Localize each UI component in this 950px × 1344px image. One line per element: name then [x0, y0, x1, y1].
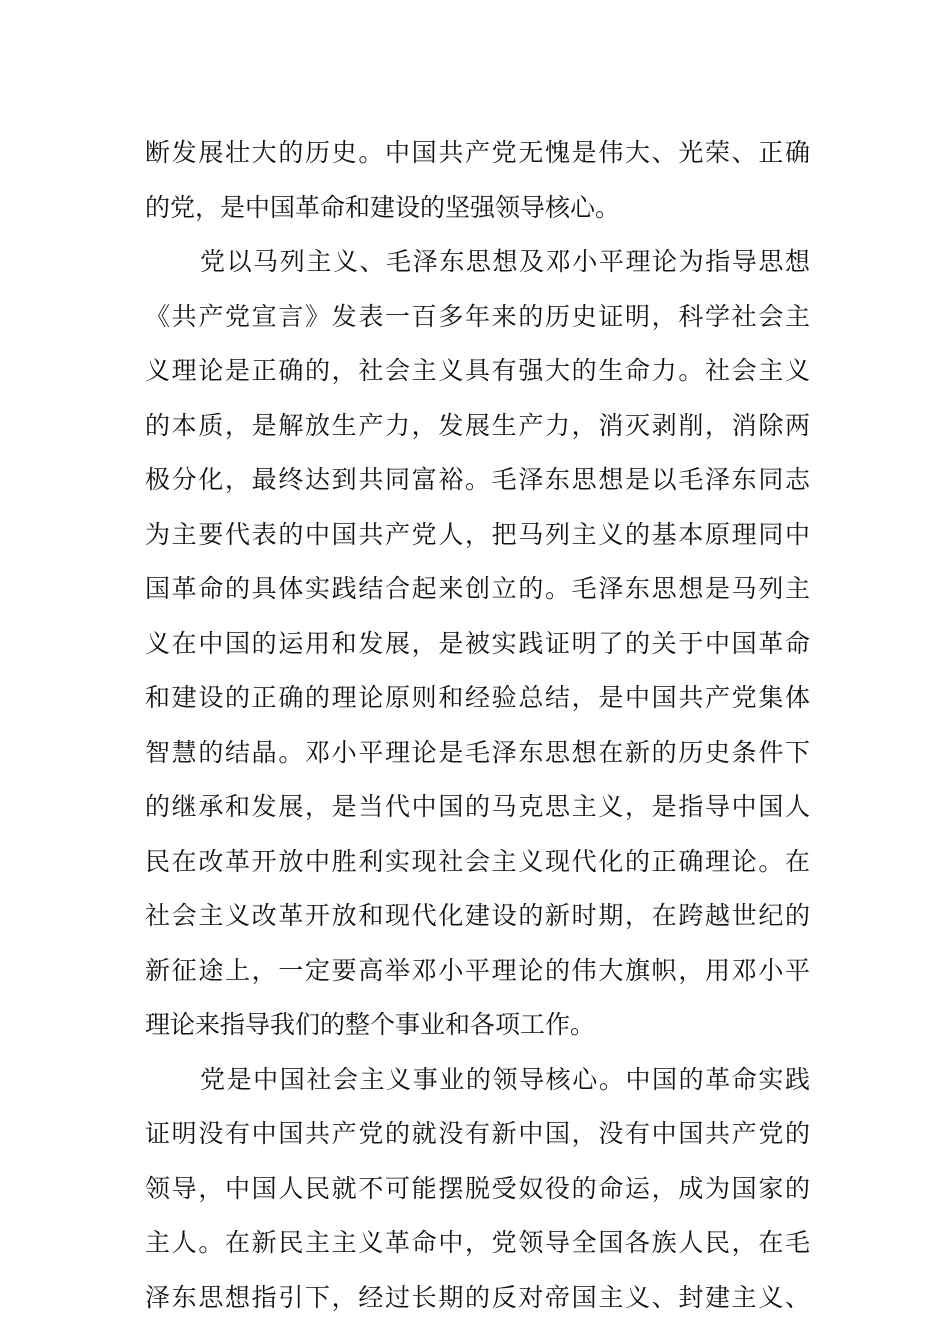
text-line: 国革命的具体实践结合起来创立的。毛泽东思想是马列主 [145, 574, 810, 603]
text-line: 智慧的结晶。邓小平理论是毛泽东思想在新的历史条件下 [145, 737, 810, 767]
text-line: 社会主义改革开放和现代化建设的新时期，在跨越世纪的 [145, 901, 810, 930]
text-line: 泽东思想指引下，经过长期的反对帝国主义、封建主义、 [145, 1282, 810, 1312]
text-line: 主人。在新民主主义革命中，党领导全国各族人民，在毛 [145, 1228, 810, 1257]
paragraph-first-line: 党是中国社会主义事业的领导核心。中国的革命实践 [200, 1064, 810, 1094]
text-line: 的本质，是解放生产力，发展生产力，消灭剥削，消除两 [145, 410, 810, 440]
text-line: 极分化，最终达到共同富裕。毛泽东思想是以毛泽东同志 [145, 465, 810, 494]
text-line: 的继承和发展，是当代中国的马克思主义，是指导中国人 [145, 792, 810, 821]
text-line: 为主要代表的中国共产党人，把马列主义的基本原理同中 [145, 519, 810, 549]
text-line: 和建设的正确的理论原则和经验总结，是中国共产党集体 [145, 683, 810, 712]
text-line: 断发展壮大的历史。中国共产党无愧是伟大、光荣、正确 [145, 138, 810, 167]
document-body-text [145, 126, 810, 1325]
text-line: 义理论是正确的，社会主义具有强大的生命力。社会主义 [145, 356, 810, 385]
text-line: 义在中国的运用和发展，是被实践证明了的关于中国革命 [145, 628, 810, 658]
text-line: 领导，中国人民就不可能摆脱受奴役的命运，成为国家的 [145, 1173, 810, 1203]
text-line: 的党，是中国革命和建设的坚强领导核心。 [145, 192, 621, 222]
text-line: 新征途上，一定要高举邓小平理论的伟大旗帜，用邓小平 [145, 955, 810, 985]
paragraph-first-line: 党以马列主义、毛泽东思想及邓小平理论为指导思想 [200, 247, 810, 276]
text-line: 《共产党宣言》发表一百多年来的历史证明，科学社会主 [145, 301, 810, 331]
text-line: 理论来指导我们的整个事业和各项工作。 [145, 1010, 596, 1039]
text-line: 民在改革开放中胜利实现社会主义现代化的正确理论。在 [145, 846, 810, 876]
text-line: 证明没有中国共产党的就没有新中国，没有中国共产党的 [145, 1119, 810, 1148]
